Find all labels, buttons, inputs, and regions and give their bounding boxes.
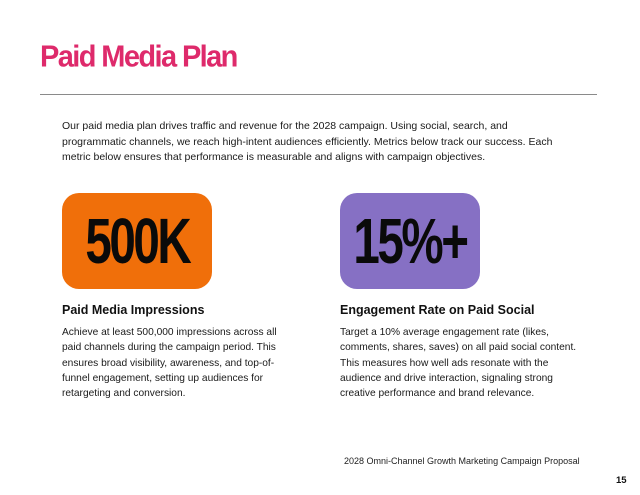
footer-text: 2028 Omni-Channel Growth Marketing Campaign Proposal [344,456,580,466]
title-divider [40,94,597,95]
metric-badge-engagement [340,193,480,289]
metric-badge-impressions [62,193,212,289]
page-title: Paid Media Plan [40,40,237,74]
intro-paragraph: Our paid media plan drives traffic and revenue for the 2028 campaign. Using social, search, and programmatic channels, we reach high-intent audiences efficiently. Metrics below track our success. Each metric below ensures that performance is measurable and aligns with campaign objectives. [62,120,553,163]
metric-value: 15%+ [353,205,467,277]
metric-description-engagement: Target a 10% average engagement rate (likes, comments, shares, saves) on all paid social content. This measures how well ads resonate with the audience and drive interaction, signaling strong creative performance and brand relevance. [340,327,577,400]
metric-title-engagement: Engagement Rate on Paid Social [340,303,535,317]
metric-title-impressions: Paid Media Impressions [62,303,205,317]
page-number: 15 [616,475,627,486]
metric-description-impressions: Achieve at least 500,000 impressions across all paid channels during the campaign period. This ensures broad visibility, awareness, and top-of-funnel engagement, setting up audiences for retargeting and conversion. [62,327,277,400]
metric-value: 500K [85,205,189,277]
